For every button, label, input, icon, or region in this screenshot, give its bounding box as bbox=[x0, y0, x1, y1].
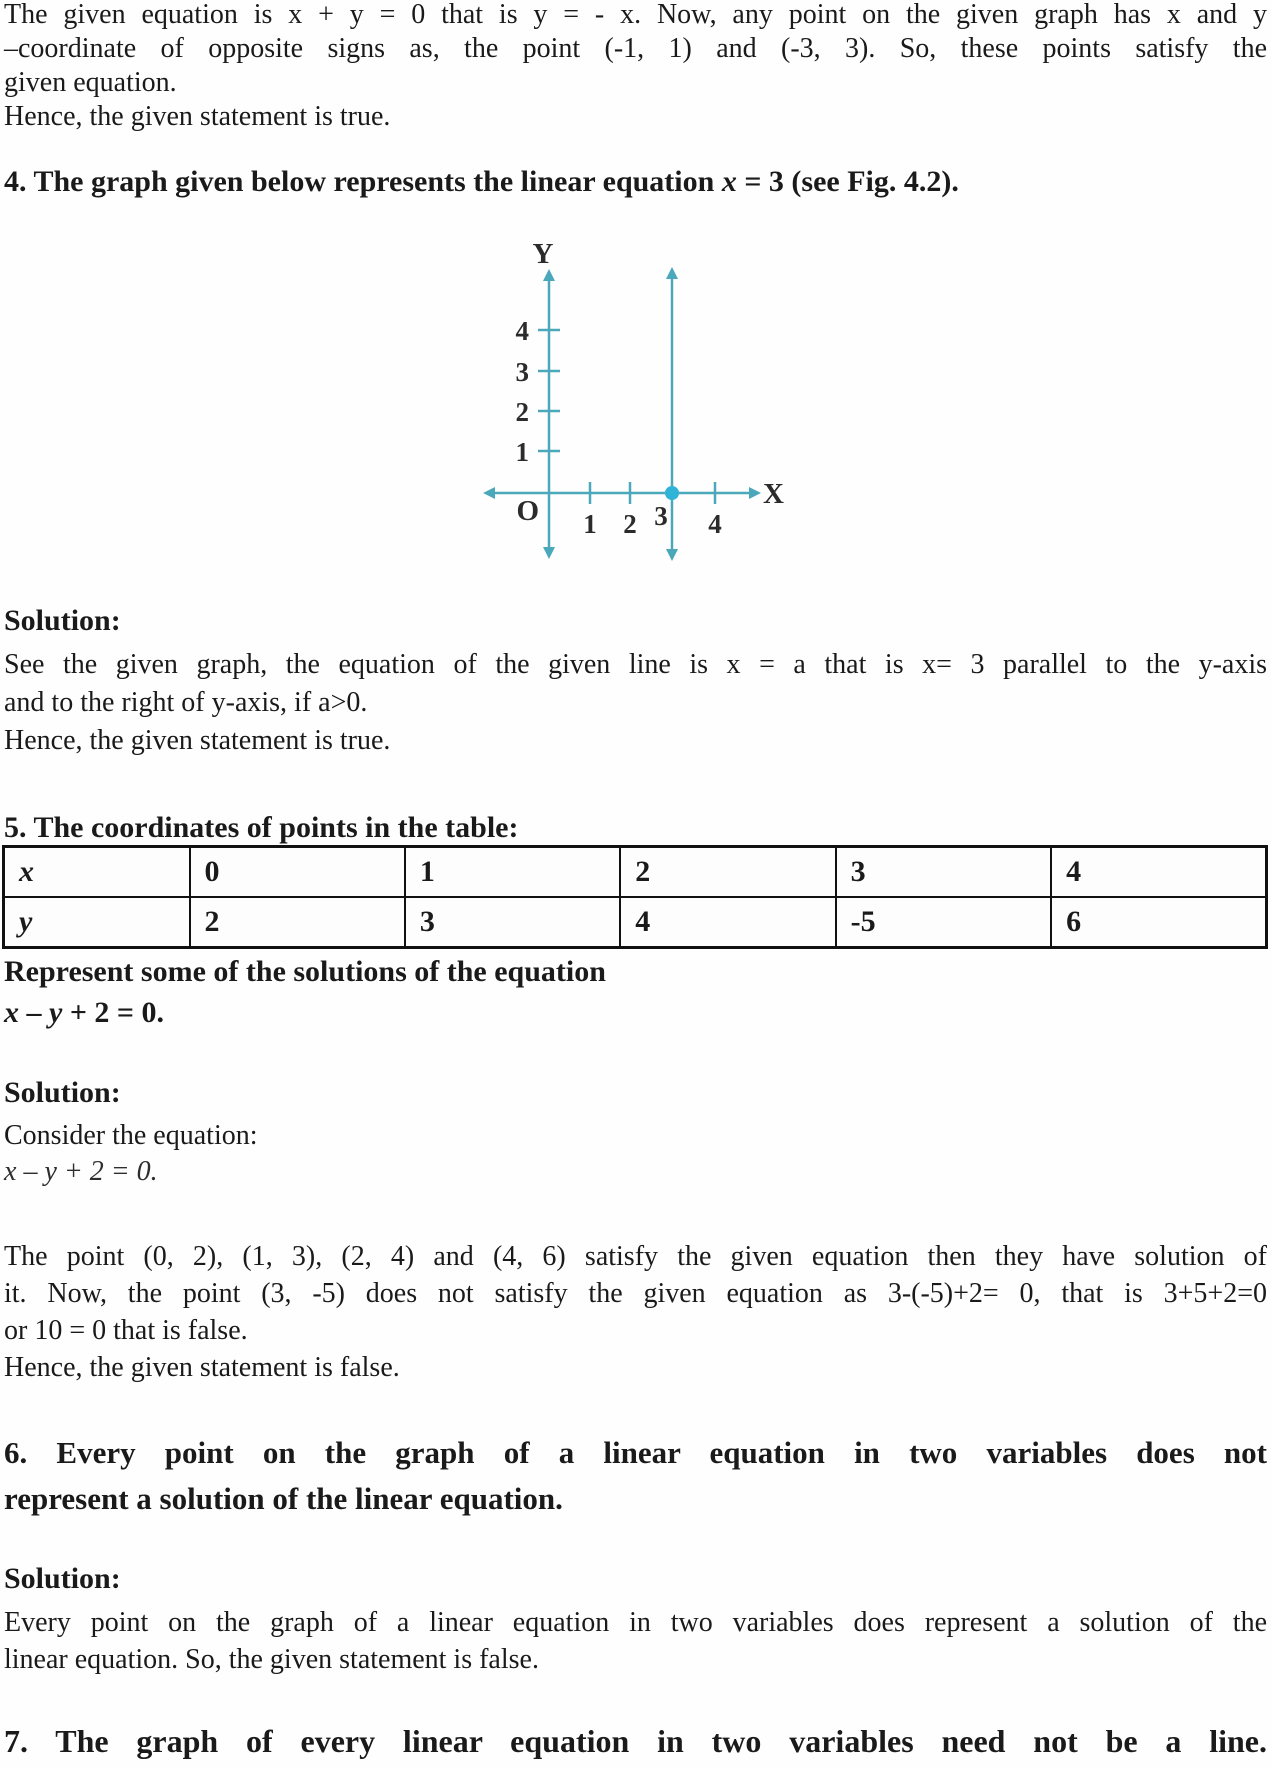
equation-var-y: y bbox=[44, 1156, 57, 1187]
table-cell: 6 bbox=[1051, 897, 1266, 948]
coordinates-table bbox=[2, 845, 1268, 949]
solution-6-label: Solution: bbox=[4, 1562, 121, 1595]
figure-graph-x-equals-3 bbox=[425, 225, 805, 565]
table-cell: 1 bbox=[405, 847, 620, 898]
equation-rest: + 2 = 0. bbox=[62, 996, 165, 1029]
equation-dash: – bbox=[19, 996, 49, 1029]
point-3-0-dot bbox=[665, 486, 679, 500]
x3-line-down-arrow bbox=[666, 549, 678, 561]
x-tick-label-4: 4 bbox=[708, 509, 722, 539]
solution-4-line: and to the right of y-axis, if a>0. bbox=[4, 687, 368, 718]
equation-plain bbox=[4, 1156, 1267, 1188]
table-cell: 0 bbox=[190, 847, 405, 898]
solution-5-paragraph bbox=[4, 1238, 1267, 1386]
table-cell: 4 bbox=[620, 897, 835, 948]
x-axis-left-arrow bbox=[483, 487, 495, 499]
table-cell: 3 bbox=[405, 897, 620, 948]
y-tick-label-3: 3 bbox=[515, 357, 529, 387]
question-4-heading-text: 4. The graph given below represents the linear equation bbox=[4, 165, 722, 198]
equation-var-x: x bbox=[4, 996, 19, 1029]
table-cell: 4 bbox=[1051, 847, 1266, 898]
question-4-variable: x bbox=[721, 165, 737, 198]
x-axis-right-arrow bbox=[749, 487, 761, 499]
y-tick-label-2: 2 bbox=[515, 397, 529, 427]
equation-var-y: y bbox=[49, 996, 63, 1029]
question-7-heading: 7. The graph of every linear equation in two variables need not be a line. bbox=[4, 1723, 1267, 1759]
intro-line: given equation. bbox=[4, 67, 177, 98]
table-row-y bbox=[4, 897, 1267, 948]
solution-4-line: Hence, the given statement is true. bbox=[4, 725, 391, 756]
solution-5-line: it. Now, the point (3, -5) does not satisfy the given equation as 3-(-5)+2= 0, that is 3+5+2=0 bbox=[4, 1278, 1267, 1309]
question-6-heading-line: represent a solution of the linear equation. bbox=[4, 1481, 563, 1516]
y-tick-label-4: 4 bbox=[515, 316, 529, 346]
represent-line: Represent some of the solutions of the equation bbox=[4, 955, 606, 988]
solution-5-line: or 10 = 0 that is false. bbox=[4, 1315, 248, 1346]
equation-dash: – bbox=[16, 1156, 45, 1187]
x-axis-label: X bbox=[763, 478, 784, 510]
equation-bold bbox=[4, 996, 1267, 1030]
question-4-heading bbox=[4, 164, 1267, 200]
y-tick-label-1: 1 bbox=[515, 437, 529, 467]
question-6-heading-line: 6. Every point on the graph of a linear equation in two variables does not bbox=[4, 1435, 1267, 1470]
solution-4-paragraph bbox=[4, 646, 1267, 760]
table-cell: -5 bbox=[836, 897, 1051, 948]
question-4-heading-tail: = 3 (see Fig. 4.2). bbox=[736, 165, 959, 198]
solution-6-line: Every point on the graph of a linear equation in two variables does represent a solution of the bbox=[4, 1607, 1267, 1638]
question-5-heading: 5. The coordinates of points in the table: bbox=[4, 811, 519, 844]
x-tick-label-1: 1 bbox=[583, 509, 597, 539]
origin-label: O bbox=[516, 495, 539, 527]
intro-line: Hence, the given statement is true. bbox=[4, 101, 391, 132]
equation-rest: + 2 = 0. bbox=[56, 1156, 158, 1187]
solution-5-line: Hence, the given statement is false. bbox=[4, 1352, 400, 1383]
x3-line-up-arrow bbox=[666, 267, 678, 279]
table-x-label: x bbox=[4, 847, 190, 898]
table-cell: 3 bbox=[836, 847, 1051, 898]
equation-var-x: x bbox=[4, 1156, 17, 1187]
table-cell: 2 bbox=[190, 897, 405, 948]
table-y-label: y bbox=[4, 897, 190, 948]
y-axis-label: Y bbox=[532, 238, 554, 270]
solution-4-label: Solution: bbox=[4, 604, 121, 637]
table-row-x bbox=[4, 847, 1267, 898]
x-tick-label-3: 3 bbox=[654, 501, 668, 531]
solution-5-label: Solution: bbox=[4, 1076, 121, 1109]
x-tick-label-2: 2 bbox=[623, 509, 637, 539]
solution-4-line: See the given graph, the equation of the given line is x = a that is x= 3 parallel to the y-axis bbox=[4, 649, 1267, 680]
intro-paragraph bbox=[4, 0, 1267, 134]
intro-line: The given equation is x + y = 0 that is y = - x. Now, any point on the given graph has x and y bbox=[4, 0, 1267, 30]
consider-line: Consider the equation: bbox=[4, 1120, 258, 1151]
solution-6-line: linear equation. So, the given statement is false. bbox=[4, 1644, 539, 1675]
table-cell: 2 bbox=[620, 847, 835, 898]
y-axis-up-arrow bbox=[543, 269, 555, 281]
solution-5-line: The point (0, 2), (1, 3), (2, 4) and (4, 6) satisfy the given equation then they have solution of bbox=[4, 1241, 1267, 1272]
y-axis-down-arrow bbox=[543, 547, 555, 559]
question-6-heading bbox=[4, 1430, 1267, 1522]
solution-6-paragraph bbox=[4, 1604, 1267, 1678]
intro-line: –coordinate of opposite signs as, the point (-1, 1) and (-3, 3). So, these points satisfy the bbox=[4, 33, 1267, 64]
